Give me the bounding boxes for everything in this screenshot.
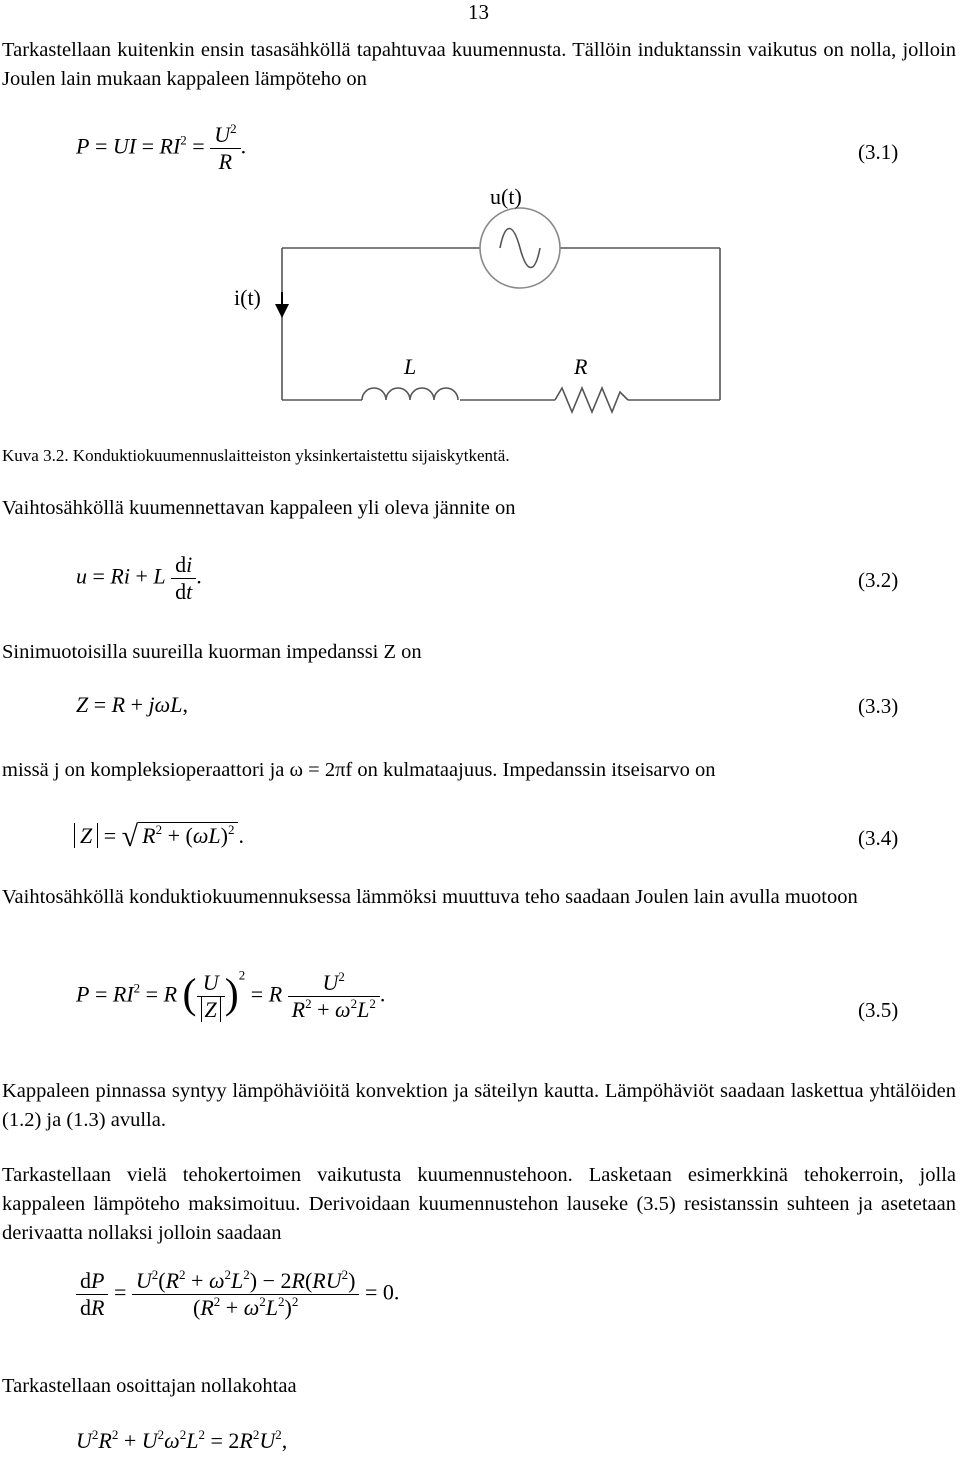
equation-3-4: Z = √ $R^2 + (\omega L)^2$ . [74, 820, 244, 854]
paragraph-intro: Tarkastellaan kuitenkin ensin tasasähköllä tapahtuvaa kuumennusta. Tällöin induktanssin vaikutus on nolla, jolloin Joulen lain mukaan kappaleen lämpöteho on [2, 39, 956, 90]
equation-number-3-1: (3.1) [858, 140, 899, 164]
resistor-symbol [555, 388, 628, 412]
paragraph-impedance: Sinimuotoisilla suureilla kuorman impedanssi Z on [2, 641, 422, 663]
equation-3-5: $P = RI^2 = R$ ( $\frac{U}{Z}$ )$^2$ = R $\frac{U^2}{R^2 + \omega^2L^2}$ . [76, 967, 386, 1022]
paragraph-power: Vaihtosähköllä konduktiokuumennuksessa lämmöksi muuttuva teho saadaan Joulen lain avulla muotoon [2, 886, 858, 908]
figure-caption: Kuva 3.2. Konduktiokuumennuslaitteiston yksinkertaistettu sijaiskytkentä. [2, 446, 510, 465]
source-label: u(t) [490, 184, 522, 209]
inductor-symbol [362, 388, 458, 400]
current-arrow-icon [275, 304, 289, 318]
current-label: i(t) [234, 285, 261, 310]
equation-number-3-5: (3.5) [858, 998, 899, 1022]
equation-derivative: $\frac{dP}{dR}$ = $\frac{U^2(R^2 + \omega^2L^2) - 2R(RU^2)}{(R^2 + \omega^2L^2)^2}$ = 0. [76, 1268, 399, 1321]
resistor-label: R [574, 354, 588, 379]
equation-number-3-4: (3.4) [858, 826, 899, 850]
page-number: 13 [468, 0, 489, 24]
circuit-diagram [0, 0, 960, 420]
paragraph-operator: missä j on kompleksioperaattori ja ω = 2πf on kulmataajuus. Impedanssin itseisarvo on [2, 759, 716, 781]
equation-number-3-2: (3.2) [858, 568, 899, 592]
paragraph-power-factor: Tarkastellaan vielä tehokertoimen vaikutusta kuumennustehoon. Lasketaan esimerkkinä tehokerroin, jolla kappaleen lämpöteho maksimoituu. Derivoidaan kuumennustehon lauseke (3.5) resistanssin suhteen ja asetetaan derivaatta nollaksi jolloin saadaan [2, 1164, 956, 1244]
inductor-label: L [404, 354, 417, 379]
paragraph-numerator: Tarkastellaan osoittajan nollakohtaa [2, 1375, 297, 1397]
equation-3-3: Z = R + jωL, [76, 692, 188, 717]
equation-number-3-3: (3.3) [858, 694, 899, 718]
paragraph-heat-loss: Kappaleen pinnassa syntyy lämpöhäviöitä konvektion ja säteilyn kautta. Lämpöhäviöt saadaan laskettua yhtälöiden (1.2) ja (1.3) avulla. [2, 1080, 956, 1131]
equation-numerator: $U^2R^2 + U^2\omega^2L^2 = 2R^2U^2$, [76, 1427, 288, 1453]
paragraph-voltage: Vaihtosähköllä kuumennettavan kappaleen yli oleva jännite on [2, 497, 516, 519]
equation-3-2: u = Ri + L $\frac{di}{dt}$ . [76, 552, 202, 604]
equation-3-1: P = UI = $RI^2$ = $\frac{U^2}{R}$ . [76, 121, 247, 174]
